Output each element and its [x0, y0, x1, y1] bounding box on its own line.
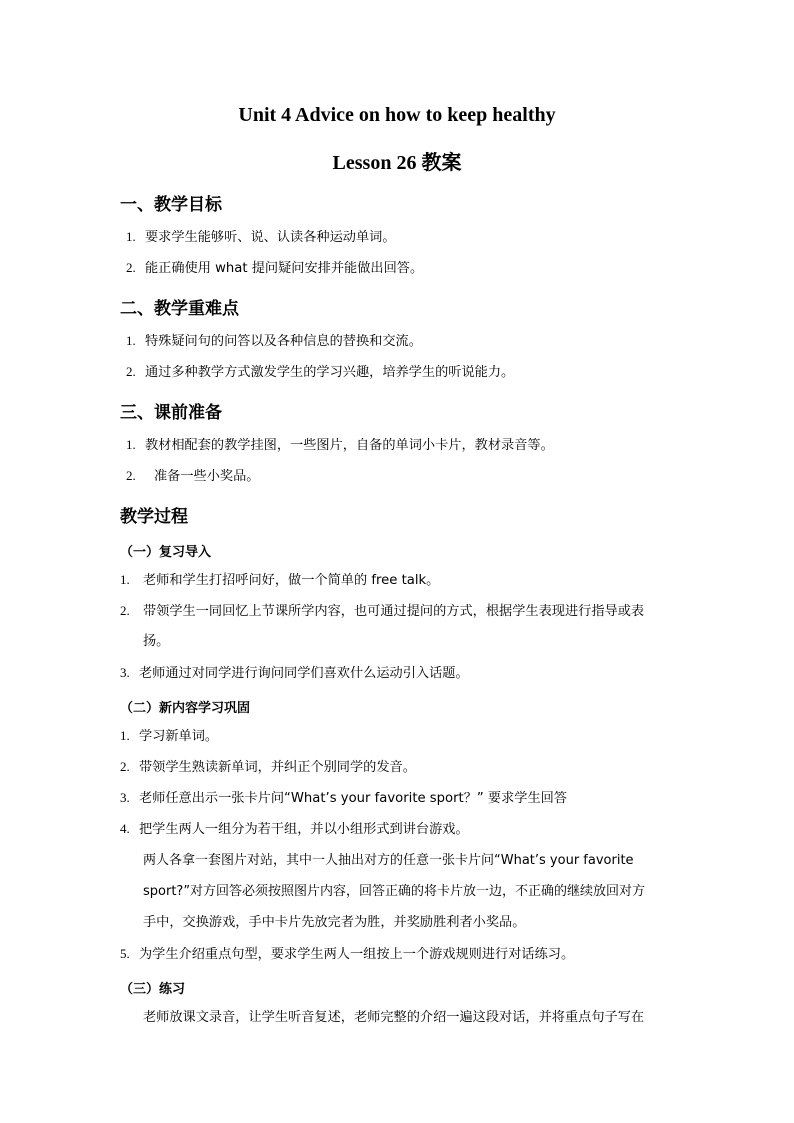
list-item [126, 228, 396, 247]
document-subtitle: Lesson 26 教案 [332, 152, 462, 174]
list-item [126, 332, 422, 351]
item-text: 学习新单词。 [139, 729, 219, 744]
item-number: 1. [120, 572, 130, 587]
list-item [120, 571, 439, 590]
item-text: 老师和学生打招呼问好，做一个简单的 free talk。 [143, 573, 440, 588]
paragraph-line: 老师放课文录音，让学生听音复述，老师完整的介绍一遍这段对话，并将重点句子写在 [143, 1010, 645, 1025]
list-item [120, 820, 469, 839]
section-heading-preparation: 三、课前准备 [120, 403, 222, 423]
item-text: 准备一些小奖品。 [154, 469, 260, 484]
subsection-heading-new-content: （二）新内容学习巩固 [120, 701, 251, 716]
item-text: 老师通过对同学进行询问同学们喜欢什么运动引入话题。 [139, 666, 469, 681]
paragraph-line: 手中，交换游戏，手中卡片先放完者为胜，并奖励胜利者小奖品。 [143, 915, 526, 930]
list-item [120, 945, 574, 964]
item-text: 把学生两人一组分为若干组，并以小组形式到讲台游戏。 [139, 822, 469, 837]
item-number: 2. [120, 759, 130, 774]
item-number: 2. [120, 603, 130, 618]
item-number: 3. [120, 790, 130, 805]
list-item [120, 727, 218, 746]
item-number: 2. [126, 364, 136, 379]
list-item [120, 602, 644, 621]
item-text: 能正确使用 what 提问疑问安排并能做出回答。 [145, 261, 424, 276]
section-heading-goals: 一、教学目标 [120, 195, 222, 215]
item-number: 1. [120, 728, 130, 743]
list-item [126, 259, 423, 278]
item-number: 1. [126, 333, 136, 348]
item-number: 5. [120, 946, 130, 961]
item-text: 老师任意出示一张卡片问“What’s your favorite sport？” 要求学生回答 [139, 791, 568, 806]
section-heading-key-points: 二、教学重难点 [120, 299, 239, 319]
subsection-heading-review: （一）复习导入 [120, 545, 212, 560]
section-heading-process: 教学过程 [120, 507, 188, 527]
item-number: 2. [126, 468, 136, 483]
item-number: 1. [126, 437, 136, 452]
list-item-continuation: 扬。 [143, 634, 170, 649]
item-text: 通过多种教学方式激发学生的学习兴趣，培养学生的听说能力。 [145, 365, 515, 380]
item-text: 带领学生熟读新单词，并纠正个别同学的发音。 [139, 760, 416, 775]
item-text: 要求学生能够听、说、认读各种运动单词。 [145, 230, 396, 245]
item-text: 特殊疑问句的问答以及各种信息的替换和交流。 [145, 334, 422, 349]
item-number: 2. [126, 260, 136, 275]
list-item [126, 467, 260, 486]
list-item [120, 758, 416, 777]
item-text: 为学生介绍重点句型，要求学生两人一组按上一个游戏规则进行对话练习。 [139, 947, 575, 962]
list-item [120, 789, 567, 808]
subsection-heading-practice: （三）练习 [120, 982, 186, 997]
list-item [126, 363, 514, 382]
item-number: 4. [120, 821, 130, 836]
item-number: 1. [126, 229, 136, 244]
list-item [126, 436, 554, 455]
document-title: Unit 4 Advice on how to keep healthy [238, 104, 556, 126]
item-number: 3. [120, 665, 130, 680]
list-item [120, 664, 469, 683]
item-text: 教材相配套的教学挂图，一些图片，自备的单词小卡片，教材录音等。 [145, 438, 554, 453]
paragraph-line: sport?”对方回答必须按照图片内容，回答正确的将卡片放一边，不正确的继续放回对方 [143, 884, 646, 899]
paragraph-line: 两人各拿一套图片对站，其中一人抽出对方的任意一张卡片问“What’s your favorite [143, 853, 634, 868]
item-text: 带领学生一同回忆上节课所学内容，也可通过提问的方式，根据学生表现进行指导或表 [143, 604, 645, 619]
